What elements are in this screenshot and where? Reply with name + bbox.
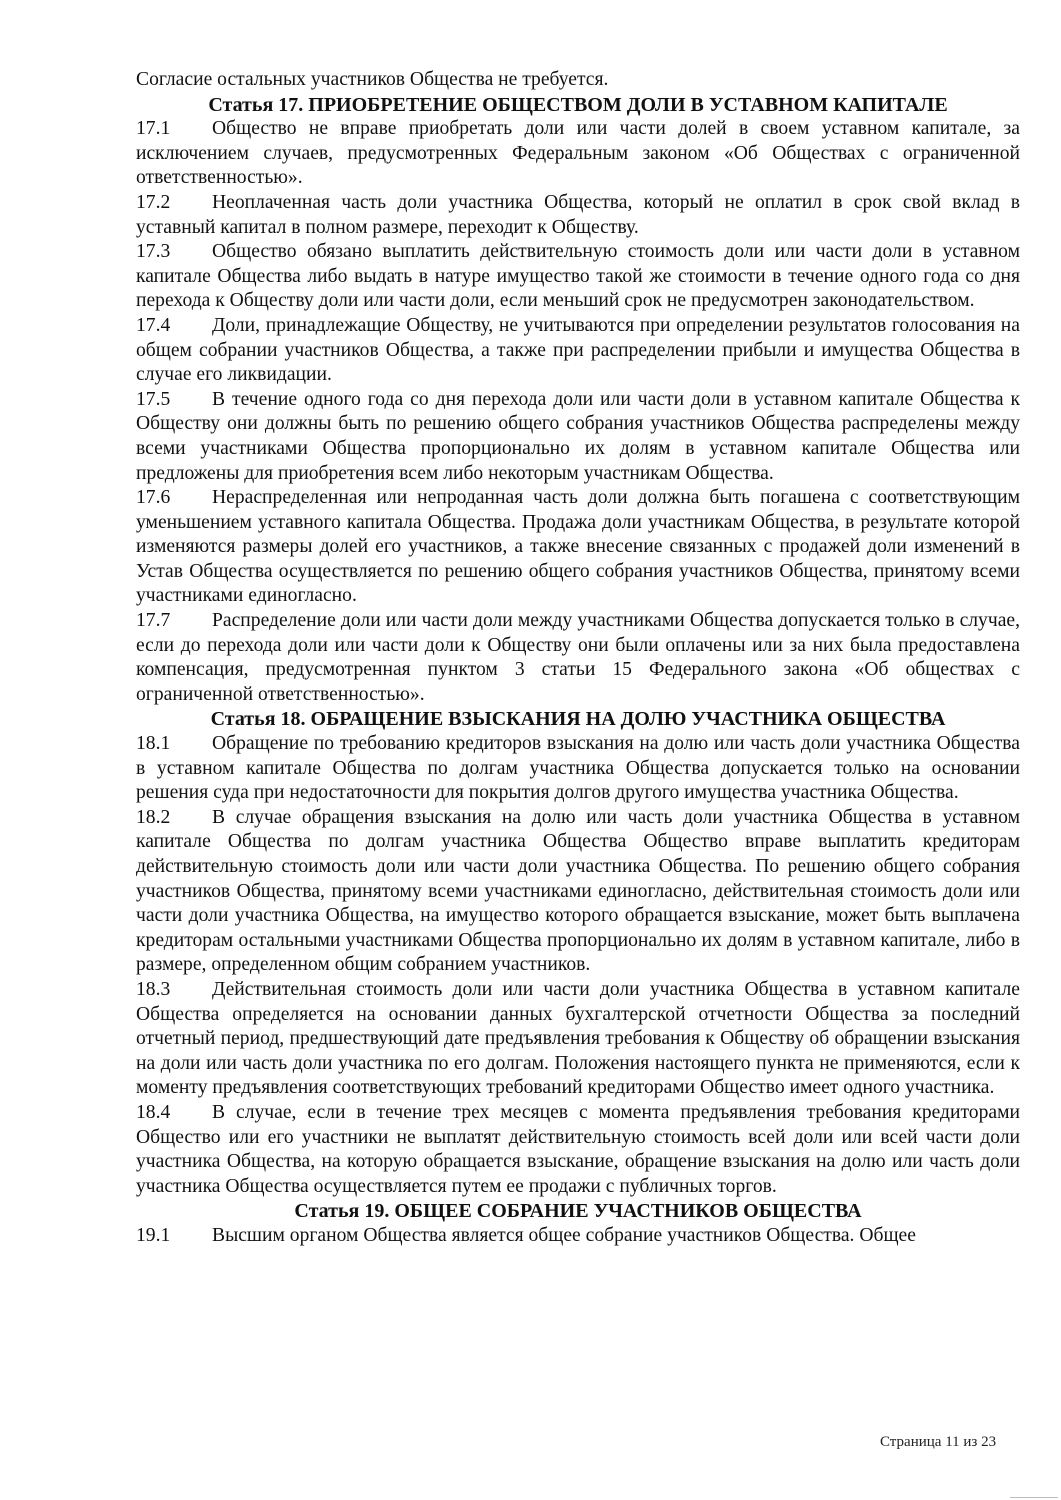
intro-line: Согласие остальных участников Общества не требуется. <box>136 69 609 90</box>
clause-number: 17.5 <box>136 388 171 410</box>
clause-text: В случае, если в течение трех месяцев с момента предъявления требования кредиторами Общество или его участники не выплатят действительную стоимость всей доли или всей части доли участника Общества, на которую обращается взыскание, обращение взыскания на долю или часть доли участника Общества осуществляется путем ее продажи с публичных торгов. <box>136 1101 1020 1197</box>
clause-text: Неоплаченная часть доли участника Общества, который не оплатил в срок свой вклад в уставный капитал в полном размере, переходит к Обществу. <box>136 191 1020 238</box>
clause-17-7 <box>136 609 1020 707</box>
clause-text: В течение одного года со дня перехода доли или части доли в уставном капитале Общества к Обществу они должны быть по решению общего собрания участников Общества распределены между всеми участниками Общества пропорционально их долям в уставном капитале Общества или предложены для приобретения всем либо некоторым участникам Общества. <box>136 388 1020 484</box>
article-18-title: Статья 18. ОБРАЩЕНИЕ ВЗЫСКАНИЯ НА ДОЛЮ УЧАСТНИКА ОБЩЕСТВА <box>210 708 946 731</box>
clause-number: 18.4 <box>136 1101 171 1123</box>
clause-number: 17.1 <box>136 118 171 140</box>
clause-text: В случае обращения взыскания на долю или часть доли участника Общества в уставном капитале Общества по долгам участника Общества Общество вправе выплатить кредиторам действительную стоимость доли или части доли участника Общества. По решению общего собрания участников Общества, принятому всеми участниками единогласно, действительная стоимость доли или части доли участника Общества, на имущество которого обращается взыскание, может быть выплачена кредиторам остальными участниками Общества пропорционально их долям в уставном капитале, либо в размере, определенном общим собранием участников. <box>136 806 1020 976</box>
clause-17-4 <box>136 314 1020 388</box>
scan-artifact-line <box>1010 1497 1058 1498</box>
article-17-title: Статья 17. ПРИОБРЕТЕНИЕ ОБЩЕСТВОМ ДОЛИ В УСТАВНОМ КАПИТАЛЕ <box>208 93 948 116</box>
clause-18-3 <box>136 978 1020 1101</box>
clause-number: 17.6 <box>136 487 171 509</box>
clause-18-1 <box>136 732 1020 806</box>
clause-text: Обращение по требованию кредиторов взыскания на долю или часть доли участника Общества в уставном капитале Общества по долгам участника Общества допускается только на основании решения суда при недостаточности для покрытия долгов другого имущества участника Общества. <box>136 733 1020 804</box>
clause-number: 18.1 <box>136 733 171 755</box>
clause-17-6 <box>136 486 1020 609</box>
clause-number: 17.3 <box>136 241 171 263</box>
clause-number: 17.7 <box>136 610 171 632</box>
page-number: Страница 11 из 23 <box>880 1434 997 1450</box>
document-page <box>136 68 1020 1249</box>
clause-text: Действительная стоимость доли или части доли участника Общества в уставном капитале Общества определяется на основании данных бухгалтерской отчетности Общества за последний отчетный период, предшествующий дате предъявления требования к Обществу об обращении взыскания на доли или часть доли участника по его долгам. Положения настоящего пункта не применяются, если к моменту предъявления соответствующих требований кредиторами Общество имеет одного участника. <box>136 978 1020 1099</box>
clause-17-2 <box>136 191 1020 240</box>
clause-number: 18.3 <box>136 978 171 1000</box>
clause-17-1 <box>136 117 1020 191</box>
clause-17-5 <box>136 388 1020 486</box>
article-19-title: Статья 19. ОБЩЕЕ СОБРАНИЕ УЧАСТНИКОВ ОБЩЕСТВА <box>294 1200 862 1223</box>
clause-17-3 <box>136 240 1020 314</box>
clause-number: 19.1 <box>136 1224 171 1246</box>
clause-text: Высшим органом Общества является общее собрание участников Общества. Общее <box>212 1224 916 1246</box>
clause-text: Доли, принадлежащие Обществу, не учитываются при определении результатов голосования на общем собрании участников Общества, а также при распределении прибыли и имущества Общества в случае его ликвидации. <box>136 314 1020 386</box>
clause-18-2 <box>136 806 1020 978</box>
clause-number: 17.4 <box>136 314 171 336</box>
clause-text: Распределение доли или части доли между участниками Общества допускается только в случае, если до перехода доли или части доли к Обществу они были оплачены или за них была предоставлена компенсация, предусмотренная пунктом 3 статьи 15 Федерального закона «Об обществах с ограниченной ответственностью». <box>136 610 1020 705</box>
clause-19-1 <box>136 1224 1020 1249</box>
clause-text: Общество обязано выплатить действительную стоимость доли или части доли в уставном капитале Общества либо выдать в натуре имущество такой же стоимости в течение одного года со дня перехода к Обществу доли или части доли, если меньший срок не предусмотрен законодательством. <box>136 241 1020 312</box>
clause-number: 18.2 <box>136 806 171 828</box>
clause-text: Нераспределенная или непроданная часть доли должна быть погашена с соответствующим уменьшением уставного капитала Общества. Продажа доли участникам Общества, в результате которой изменяются размеры долей его участников, а также внесение связанных с продажей доли изменений в Устав Общества осуществляется по решению общего собрания участников Общества, принятому всеми участниками единогласно. <box>136 487 1020 607</box>
clause-18-4 <box>136 1101 1020 1199</box>
clause-text: Общество не вправе приобретать доли или части долей в своем уставном капитале, за исключением случаев, предусмотренных Федеральным законом «Об Обществах с ограниченной ответственностью». <box>136 118 1020 189</box>
clause-number: 17.2 <box>136 191 171 213</box>
